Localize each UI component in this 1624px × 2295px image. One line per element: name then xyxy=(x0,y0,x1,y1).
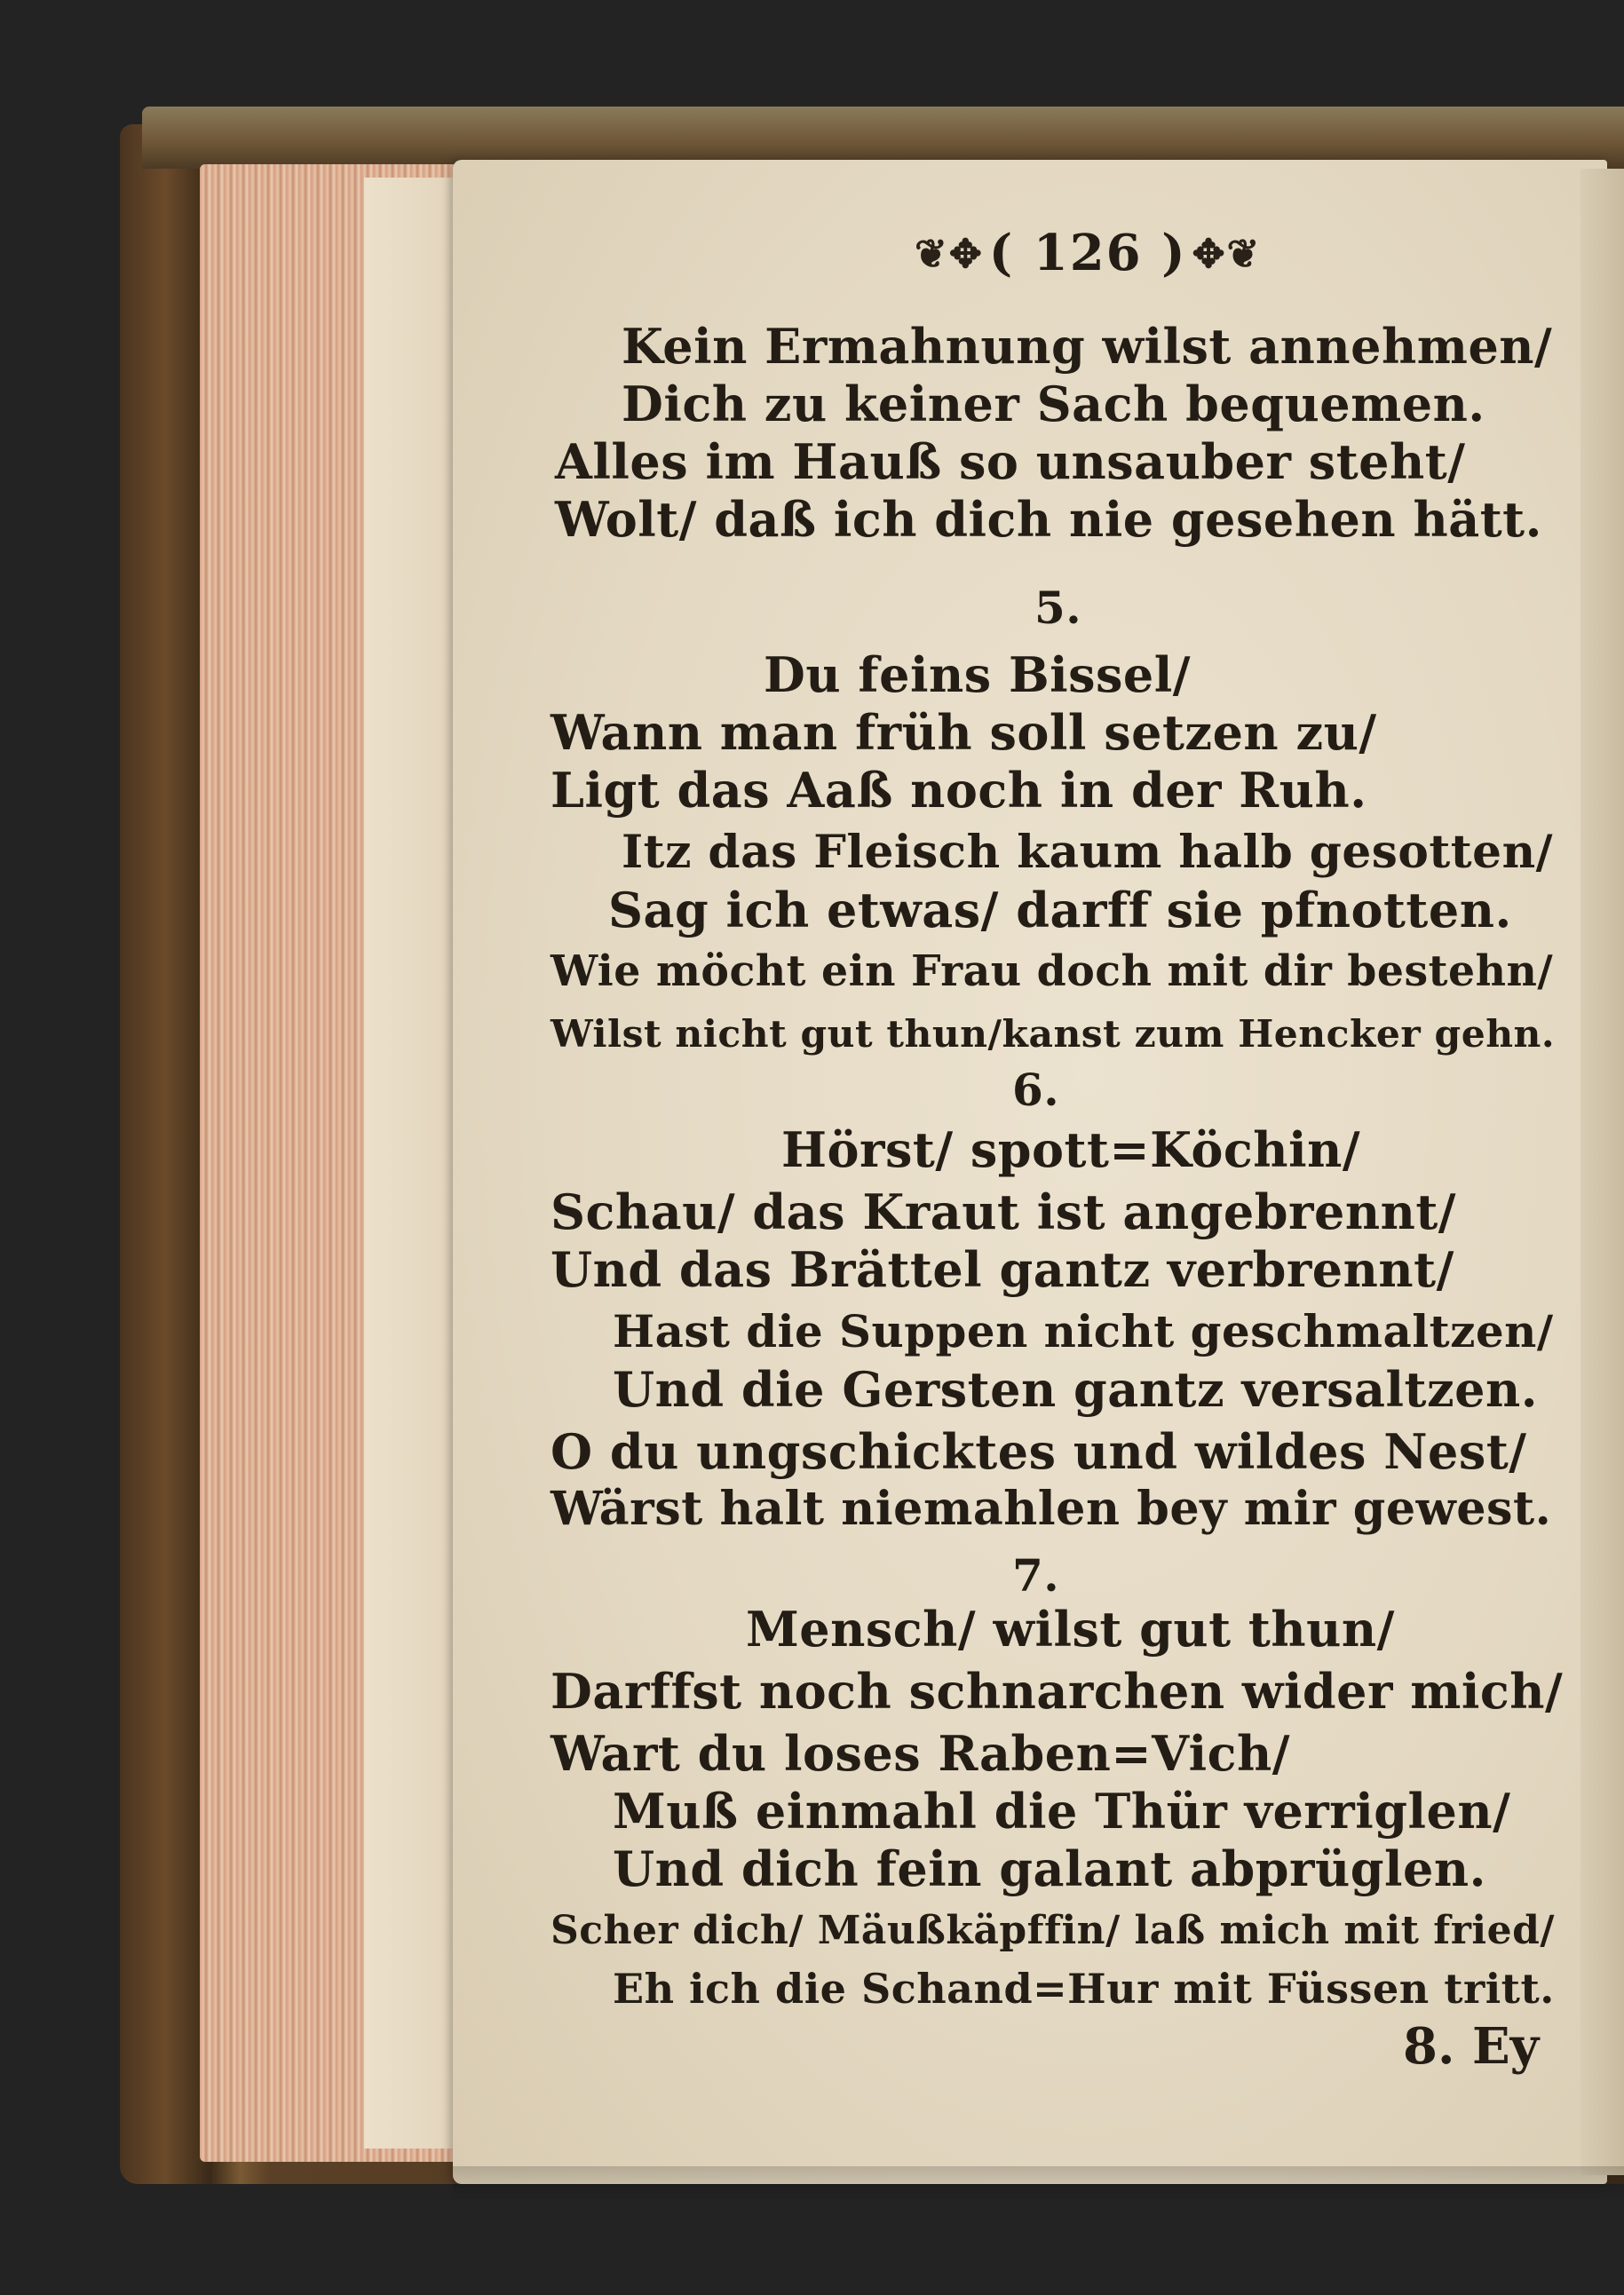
verse-line: Wart du loses Raben=Vich/ xyxy=(551,1725,1290,1782)
verse-line: Darffst noch schnarchen wider mich/ xyxy=(551,1663,1564,1720)
verse-line: Wilst nicht gut thun/kanst zum Hencker gehn. xyxy=(551,1012,1556,1056)
verse-line: Hörst/ spott=Köchin/ xyxy=(781,1121,1361,1178)
verse-line: Muß einmahl die Thür verriglen/ xyxy=(613,1783,1511,1840)
verse-line: Mensch/ wilst gut thun/ xyxy=(746,1601,1395,1658)
stanza-number: 7. xyxy=(1012,1549,1060,1602)
page-header xyxy=(915,226,1261,284)
verse-line: Alles im Hauß so unsauber steht/ xyxy=(555,433,1466,490)
verse-line: Scher dich/ Mäußkäpffin/ laß mich mit fried/ xyxy=(551,1908,1555,1953)
verse-line: Itz das Fleisch kaum halb gesotten/ xyxy=(622,825,1554,879)
verse-line: Hast die Suppen nicht geschmaltzen/ xyxy=(613,1305,1554,1357)
verse-line: Eh ich die Schand=Hur mit Füssen tritt. xyxy=(613,1965,1555,2013)
ornament-right-icon: ✥❦ xyxy=(1192,232,1262,277)
verse-line: Wann man früh soll setzen zu/ xyxy=(551,704,1377,761)
verse-line: Dich zu keiner Sach bequemen. xyxy=(622,376,1485,432)
stanza-number: 5. xyxy=(1034,582,1082,634)
verse-line: Und die Gersten gantz versaltzen. xyxy=(613,1361,1539,1418)
verse-line: Schau/ das Kraut ist angebrennt/ xyxy=(551,1183,1457,1240)
ornament-left-icon: ❦✥ xyxy=(915,232,984,277)
verse-line: O du ungschicktes und wildes Nest/ xyxy=(551,1423,1527,1480)
verse-line: Und dich fein galant abprüglen. xyxy=(613,1840,1486,1897)
verse-line: Wolt/ daß ich dich nie gesehen hätt. xyxy=(555,491,1542,548)
verse-line: Und das Brättel gantz verbrennt/ xyxy=(551,1241,1454,1298)
page-number: ( 126 ) xyxy=(988,224,1187,282)
verse-line: Sag ich etwas/ darff sie pfnotten. xyxy=(608,882,1512,938)
verse-line: Wie möcht ein Frau doch mit dir bestehn/ xyxy=(551,947,1554,996)
verse-line: Du feins Bissel/ xyxy=(764,646,1192,703)
verse-line: Wärst halt niemahlen bey mir gewest. xyxy=(551,1482,1552,1536)
stanza-number: 6. xyxy=(1012,1064,1060,1116)
verse-line: Kein Ermahnung wilst annehmen/ xyxy=(622,318,1553,375)
catchword: 8. Ey xyxy=(1403,2017,1540,2076)
verse-line: Ligt das Aaß noch in der Ruh. xyxy=(551,762,1367,819)
